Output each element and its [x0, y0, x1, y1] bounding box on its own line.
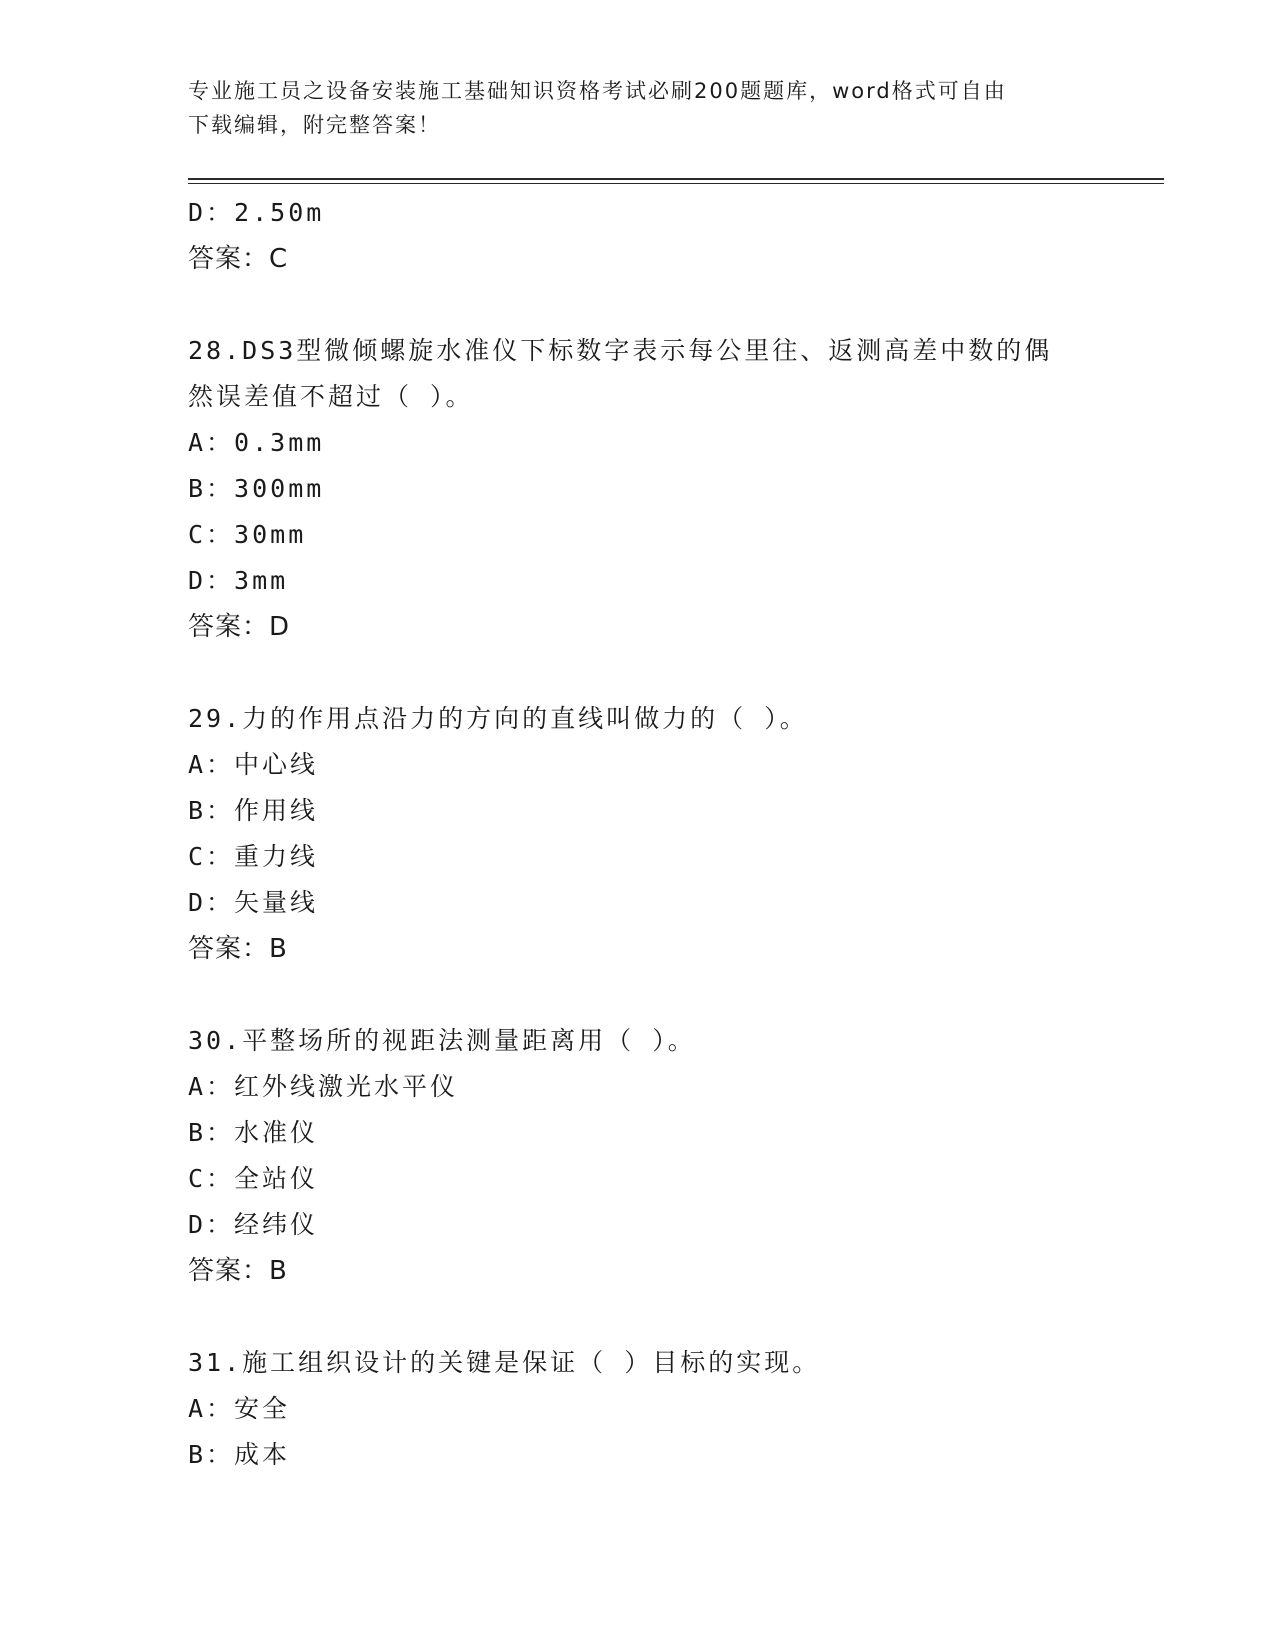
header-divider — [188, 178, 1164, 180]
option-b: B：水准仪 — [188, 1118, 319, 1147]
question-30 — [188, 1018, 1088, 1294]
option-c: C：30mm — [188, 520, 307, 549]
prev-answer: 答案：C — [188, 244, 289, 274]
question-28 — [188, 328, 1088, 650]
answer: 答案：B — [188, 934, 288, 964]
document-header — [188, 74, 1068, 142]
question-stem: 29.力的作用点沿力的方向的直线叫做力的（ ）。 — [188, 704, 808, 733]
question-content — [188, 190, 1088, 1478]
question-stem: 28.DS3型微倾螺旋水准仪下标数字表示每公里往、返测高差中数的偶 — [188, 336, 1053, 365]
option-d: D：矢量线 — [188, 888, 319, 917]
question-stem: 31.施工组织设计的关键是保证（ ）目标的实现。 — [188, 1348, 821, 1377]
option-a: A：红外线激光水平仪 — [188, 1072, 459, 1101]
question-stem: 30.平整场所的视距法测量距离用（ ）。 — [188, 1026, 696, 1055]
option-a: A：安全 — [188, 1394, 291, 1423]
option-c: C：重力线 — [188, 842, 319, 871]
question-stem-cont: 然误差值不超过（ ）。 — [188, 382, 474, 411]
option-a: A：中心线 — [188, 750, 319, 779]
header-divider-thin — [188, 183, 1164, 184]
option-a: A：0.3mm — [188, 428, 325, 457]
question-29 — [188, 696, 1088, 972]
answer: 答案：B — [188, 1256, 288, 1286]
header-line-2: 下载编辑，附完整答案！ — [188, 113, 441, 137]
header-line-1: 专业施工员之设备安装施工基础知识资格考试必刷200题题库，word格式可自由 — [188, 79, 1007, 103]
option-b: B：成本 — [188, 1440, 291, 1469]
option-b: B：作用线 — [188, 796, 319, 825]
prev-option-d: D：2.50m — [188, 198, 325, 227]
option-d: D：经纬仪 — [188, 1210, 319, 1239]
option-c: C：全站仪 — [188, 1164, 319, 1193]
question-31 — [188, 1340, 1088, 1478]
option-d: D：3mm — [188, 566, 289, 595]
answer: 答案：D — [188, 612, 291, 642]
option-b: B：300mm — [188, 474, 325, 503]
